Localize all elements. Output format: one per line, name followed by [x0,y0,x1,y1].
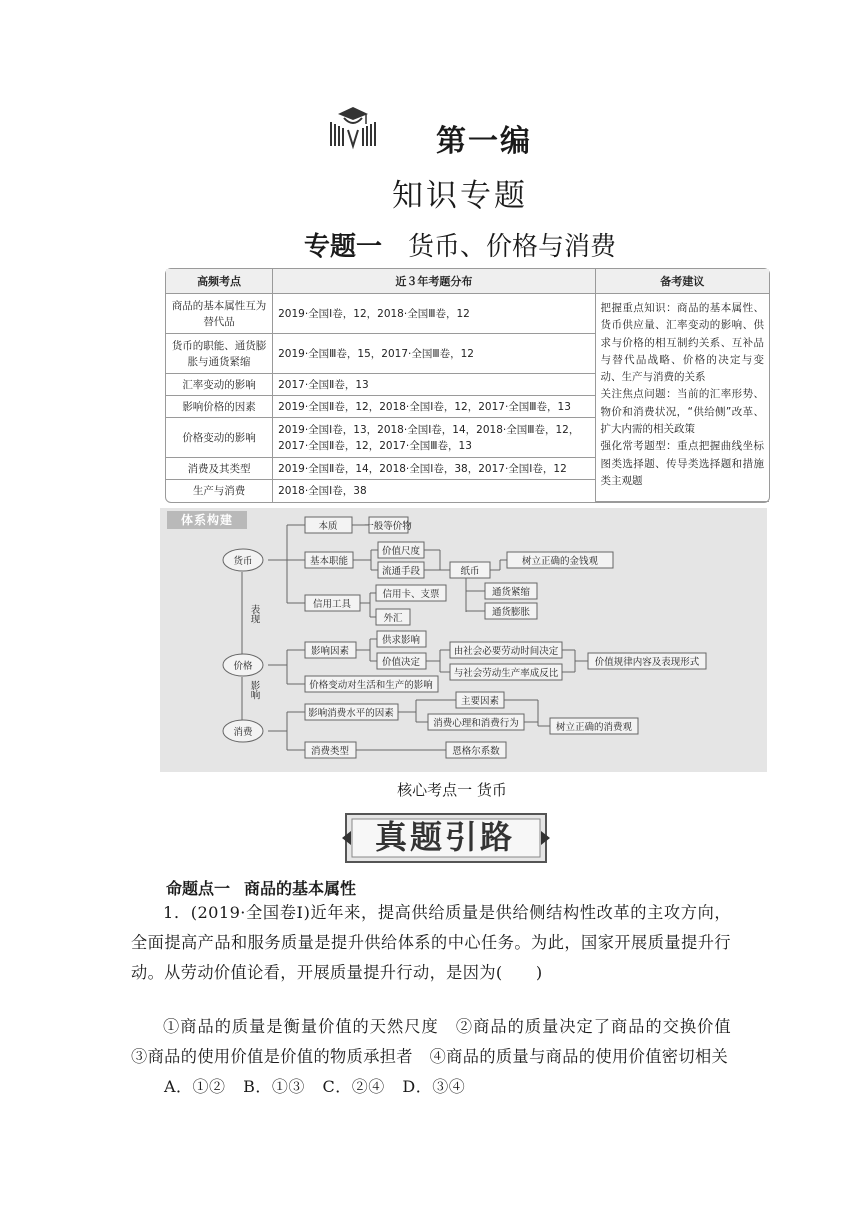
node-value-measure: 价值尺度 [381,546,421,557]
table-cell-point: 生产与消费 [166,480,273,502]
table-cell-point: 消费及其类型 [166,458,273,480]
section-subtitle: 知识专题 [392,178,528,214]
mindmap-diagram [160,508,767,772]
table-cell-dist: 2019·全国Ⅰ卷，13，2018·全国Ⅰ卷，14，2018·全国Ⅲ卷，12，2017·全国Ⅱ卷，12，2017·全国Ⅲ卷，13 [273,418,595,458]
table-header-row [166,269,769,294]
node-correct-consume-view: 树立正确的消费观 [555,722,633,733]
table-cell-dist: 2019·全国Ⅱ卷，12，2018·全国Ⅰ卷，12，2017·全国Ⅲ卷，13 [273,396,595,418]
table-cell-point: 影响价格的因素 [166,396,273,418]
table-cell-point: 商品的基本属性互为替代品 [166,294,273,334]
node-main-factor: 主要因素 [460,696,500,707]
table-cell-dist: 2017·全国Ⅱ卷，13 [273,374,595,396]
node-inflation: 通货膨胀 [491,607,531,618]
node-money: 货币 [233,556,253,567]
table-cell-dist: 2019·全国Ⅰ卷，12，2018·全国Ⅲ卷，12 [273,294,595,334]
link-label-money-price: 表现 [248,604,260,624]
node-essence: 本质 [318,521,338,532]
table-cell-point: 价格变动的影响 [166,418,273,458]
topic-title [0,226,860,263]
node-value-law: 价值规律内容及表现形式 [594,657,700,668]
col-header-dist: 近３年考题分布 [273,269,595,294]
exam-distribution-table [165,268,770,503]
mindmap-labels [233,520,699,757]
choice-b[interactable]: B．①③ [243,1077,305,1096]
col-header-advice: 备考建议 [596,269,769,294]
node-engel: 恩格尔系数 [452,746,500,757]
book-logo-icon [328,104,378,150]
node-credit-tools: 信用工具 [312,599,352,610]
node-credit-card: 信用卡、支票 [382,589,440,600]
col-header-point: 高频考点 [166,269,273,294]
part-title: 第一编 [436,124,532,159]
question-point-title: 商品的基本属性 [244,879,357,898]
table-cell-dist: 2018·全国Ⅰ卷，38 [273,480,595,502]
table-cell-point: 货币的职能、通货膨胀与通货紧缩 [166,334,273,374]
node-psychology: 消费心理和消费行为 [433,718,519,729]
choice-d[interactable]: D．③④ [402,1077,466,1096]
node-correct-money-view: 树立正确的金钱观 [521,556,599,567]
node-consume-types: 消费类型 [310,746,350,757]
node-forex: 外汇 [383,613,403,624]
choice-a[interactable]: A．①② [164,1077,226,1096]
answer-choices [164,1074,477,1097]
node-supply-demand: 供求影响 [381,635,421,646]
core-point-title: 核心考点一 货币 [397,781,507,799]
node-value-decides: 价值决定 [381,657,421,668]
question-statements: ①商品的质量是衡量价值的天然尺度 ②商品的质量决定了商品的交换价值 ③商品的使用价值是价值的物质承担者 ④商品的质量与商品的使用价值密切相关 [131,1017,748,1066]
node-circulation: 流通手段 [381,566,421,577]
node-basic-functions: 基本职能 [309,556,349,567]
node-consume: 消费 [233,727,253,738]
topic-label: 专题一 [303,232,382,262]
node-labor-time: 由社会必要劳动时间决定 [453,646,559,657]
banner-title: 真题引路 [374,818,515,856]
mindmap-ovals [223,549,263,742]
node-deflation: 通货紧缩 [491,587,531,598]
table-cell-advice [596,294,769,502]
node-consume-factors: 影响消费水平的因素 [308,708,394,719]
question-heading [166,876,370,899]
node-general-equivalent: 一般等价物 [364,521,412,532]
topic-name: 货币、价格与消费 [408,232,617,262]
table-cell-point: 汇率变动的影响 [166,374,273,396]
node-paper-money: 纸币 [460,566,480,577]
advice-text: 把握重点知识：商品的基本属性、货币供应量、汇率变动的影响、供求与价格的相互制约关系、互补品与替代品战略、价格的决定与变动、生产与消费的关系 关注焦点问题：当前的汇率形势、物价和消费状况，“供给侧”改革、扩大内需的相关政策 强化常考题型：重点把握曲线坐标图类选择题、传导类选择题和措施类主观题 [600,302,764,487]
choice-c[interactable]: C．②④ [322,1077,385,1096]
node-factors: 影响因素 [310,646,350,657]
node-productivity: 与社会劳动生产率成反比 [453,668,559,679]
table-row [166,294,769,334]
node-price: 价格 [233,661,253,672]
mindmap-title: 体系构建 [167,511,247,529]
node-price-effect: 价格变动对生活和生产的影响 [309,680,433,691]
link-label-price-consume: 影响 [248,680,260,700]
question-point-label: 命题点一 [166,879,231,898]
table-cell-dist: 2019·全国Ⅲ卷，15，2017·全国Ⅲ卷，12 [273,334,595,374]
table-cell-dist: 2019·全国Ⅱ卷，14，2018·全国Ⅰ卷，38，2017·全国Ⅰ卷，12 [273,458,595,480]
question-stem: 1．(2019·全国卷Ⅰ)近年来，提高供给质量是供给侧结构性改革的主攻方向，全面提高产品和服务质量是提升供给体系的中心任务。为此，国家开展质量提升行动。从劳动价值论看，开展质量提升行动，是因为( ) [131,903,731,982]
